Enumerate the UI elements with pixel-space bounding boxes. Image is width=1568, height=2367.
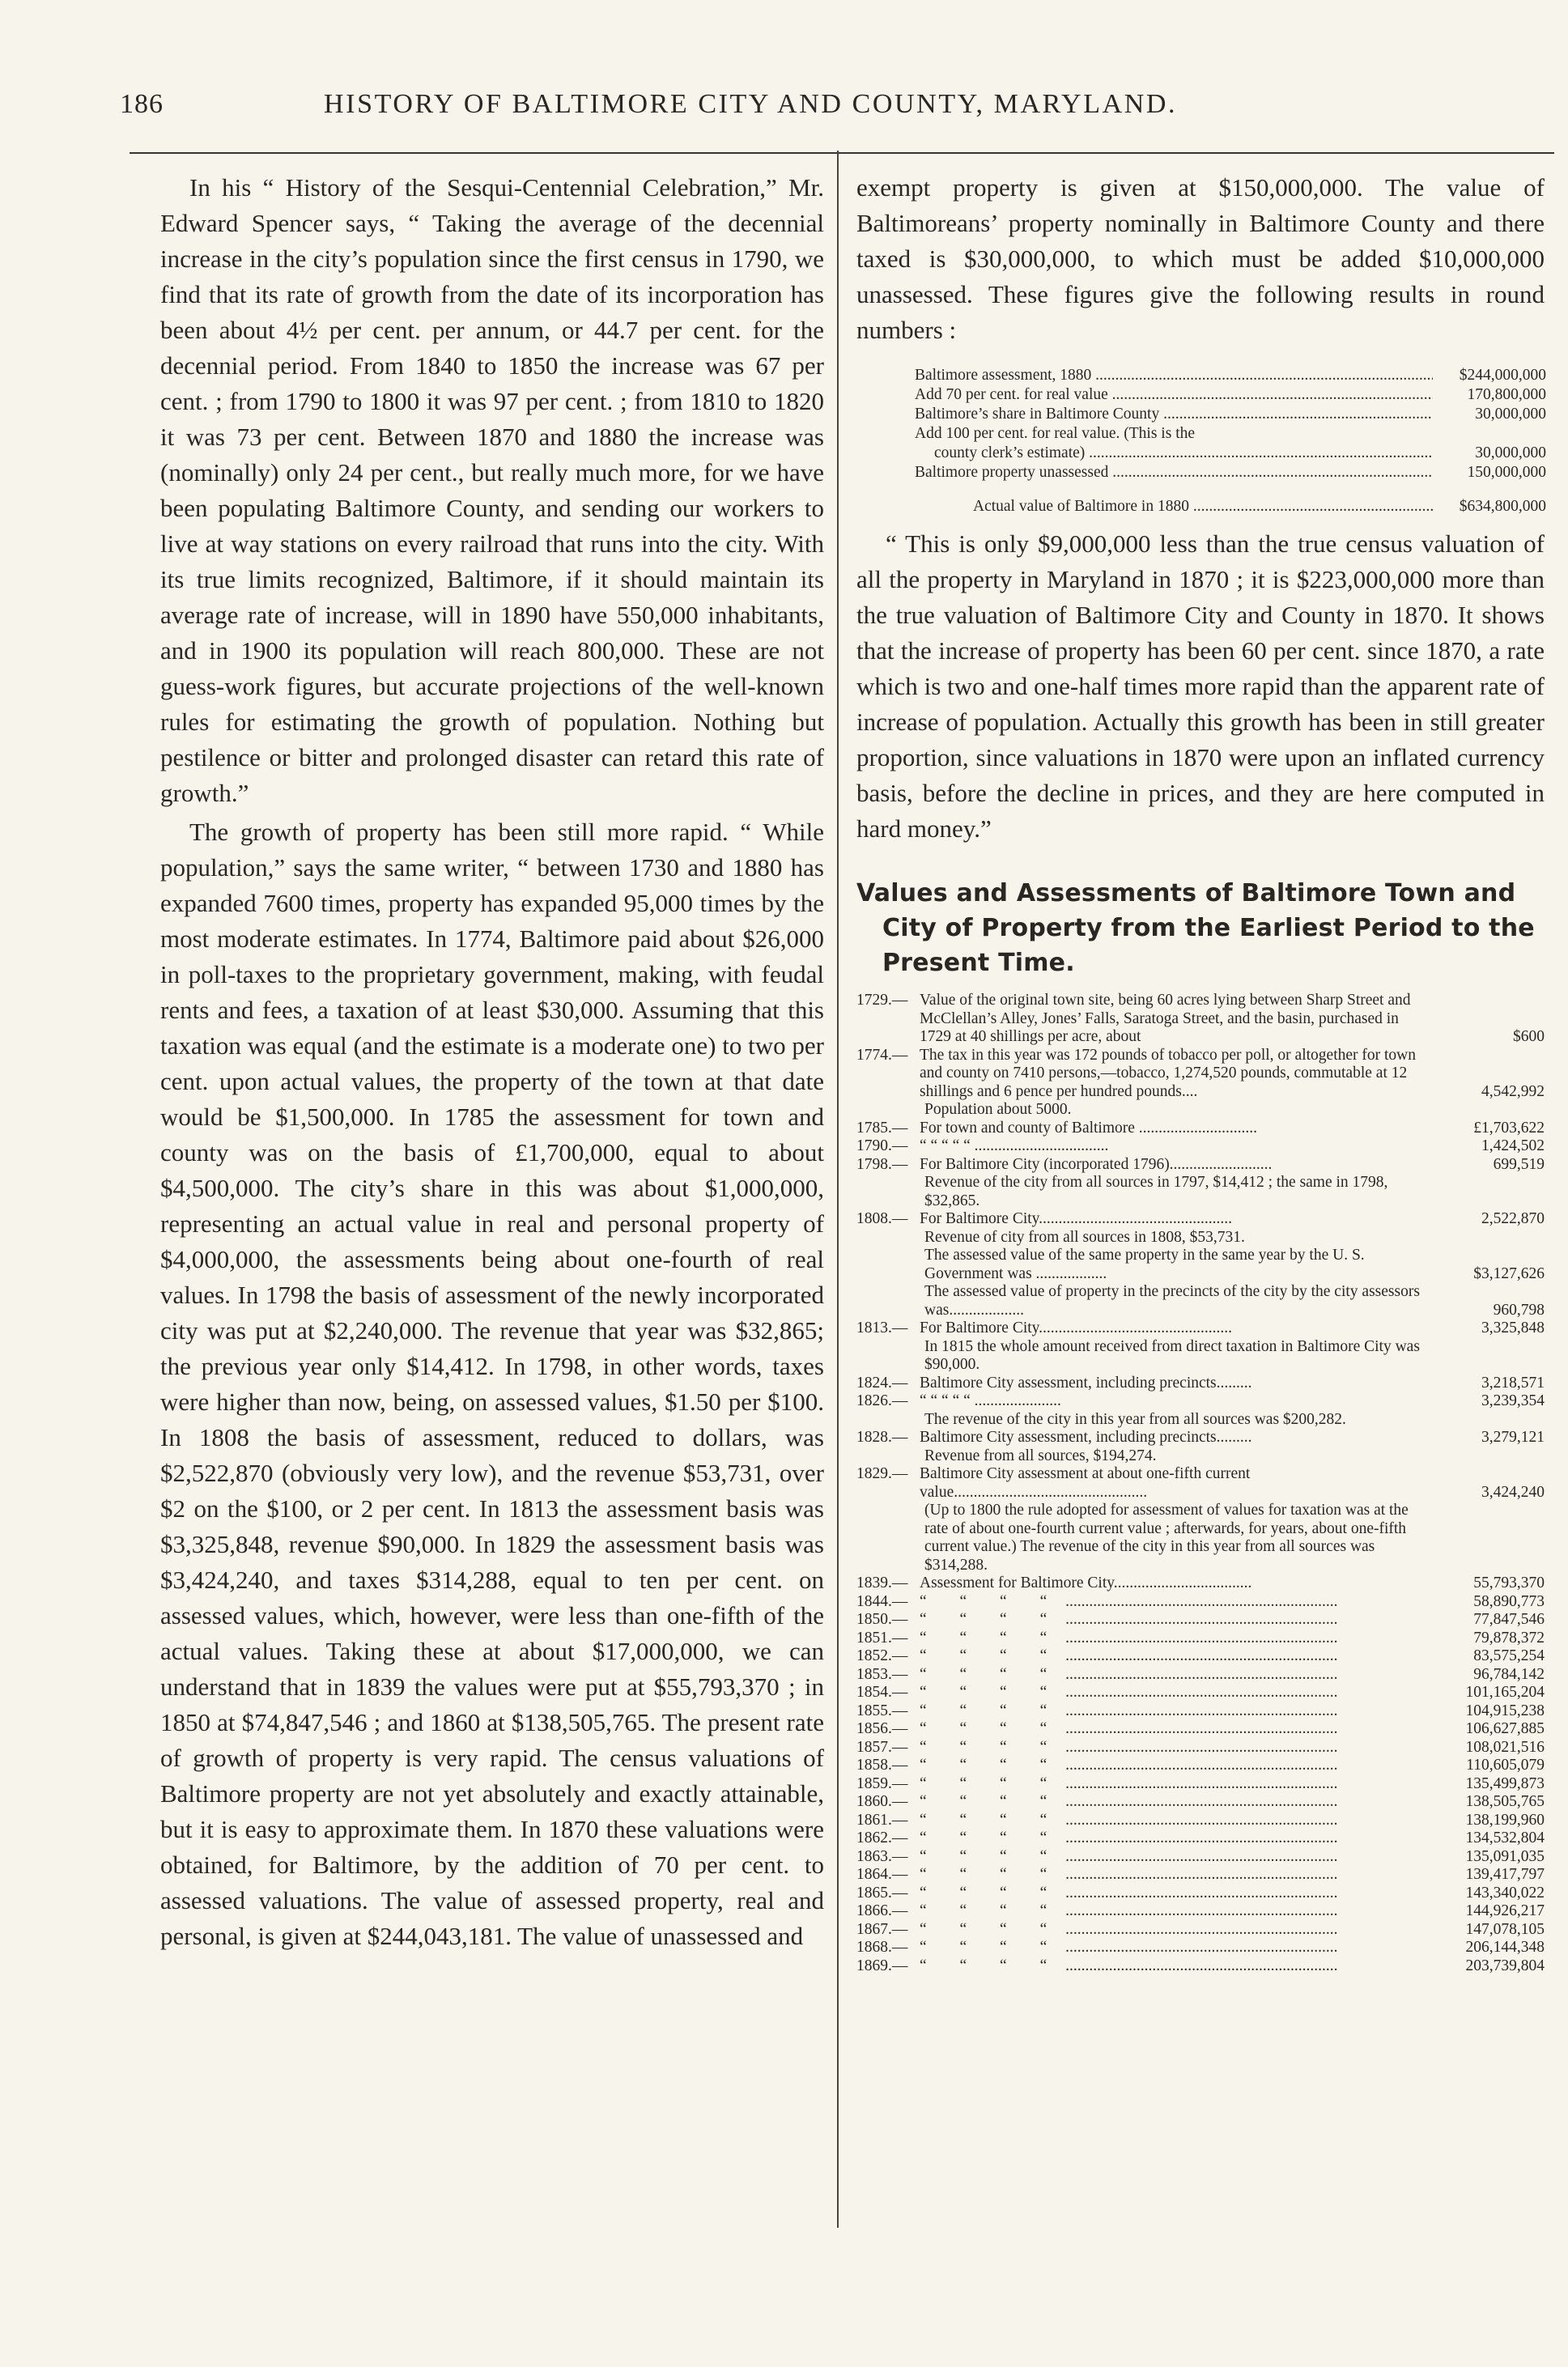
ledger-amount: 4,542,992 (1481, 1082, 1545, 1100)
ledger-row (856, 1812, 1545, 1830)
paragraph-exempt-property: exempt property is given at $150,000,000. The value of Baltimoreans’ property nominally in Baltimore County and there taxed is $30,000,000, to which must be added $10,000,000 unassessed. These figures give the following results in round numbers : (856, 173, 1545, 344)
ledger-year: 1844.— (856, 1592, 908, 1610)
ledger-row (856, 1611, 1545, 1630)
ledger-amount: 699,519 (1493, 1155, 1545, 1173)
ledger-row (856, 1647, 1545, 1666)
ledger-description: Population about 5000. (924, 1101, 1072, 1118)
ledger-year: 1863.— (856, 1847, 908, 1865)
ledger-row (856, 1739, 1545, 1757)
ledger-row (856, 1319, 1545, 1338)
section-heading (856, 876, 1545, 980)
ledger-year: 1785.— (856, 1119, 908, 1137)
ledger-row (856, 1137, 1545, 1156)
ditto-marks: “ “ “ “ ..... (920, 1684, 1423, 1702)
ledger-row (856, 1775, 1545, 1794)
ledger-row (856, 1465, 1545, 1502)
section-heading-line: City of Property from the Earliest Period to the (882, 914, 1535, 942)
header-rule (130, 152, 1554, 154)
ledger-amount: 3,279,121 (1481, 1429, 1545, 1446)
ledger-year: 1855.— (856, 1702, 908, 1719)
ledger-row (856, 1684, 1545, 1702)
ditto-marks: “ “ “ “ ..... (920, 1829, 1423, 1848)
ledger-year: 1774.— (856, 1046, 908, 1064)
summary-label: Baltimore assessment, 1880 ..... (915, 366, 1433, 385)
ledger-row (856, 1921, 1545, 1940)
ledger-row (856, 1101, 1545, 1120)
ledger-amount: 110,605,079 (1466, 1757, 1545, 1774)
ledger-year: 1813.— (856, 1319, 908, 1336)
summary-total-amount: $634,800,000 (1459, 498, 1546, 515)
ledger-amount: £1,703,622 (1473, 1119, 1545, 1137)
ledger-amount: 96,784,142 (1473, 1665, 1545, 1683)
page-header (120, 89, 1568, 138)
ledger-year: 1866.— (856, 1902, 908, 1919)
ditto-marks: “ “ “ “ ..... (920, 1647, 1423, 1666)
ledger-description: For Baltimore City................................................. (920, 1210, 1233, 1227)
ledger-row (856, 1902, 1545, 1921)
ledger-amount: 3,424,240 (1481, 1483, 1545, 1501)
ledger-year: 1858.— (856, 1757, 908, 1774)
ledger-amount: 203,739,804 (1465, 1957, 1545, 1974)
ledger-amount: 55,793,370 (1473, 1574, 1545, 1591)
ledger-description: Baltimore City assessment, including precincts......... (920, 1374, 1252, 1392)
ledger-year: 1839.— (856, 1574, 908, 1591)
ledger-row (856, 1866, 1545, 1885)
ledger-row (856, 1247, 1545, 1283)
ledger-description: “ “ “ “ “ .................................. (920, 1137, 1109, 1154)
ledger-year: 1861.— (856, 1811, 908, 1829)
ledger-amount: $3,127,626 (1473, 1264, 1545, 1282)
ledger-amount: 108,021,516 (1465, 1738, 1545, 1756)
ditto-marks: “ “ “ “ ..... (920, 1866, 1423, 1885)
ditto-marks: “ “ “ “ ..... (920, 1921, 1423, 1940)
ledger-amount: $600 (1513, 1028, 1545, 1045)
ledger-amount: 135,091,035 (1465, 1847, 1545, 1865)
ledger-amount: 139,417,797 (1465, 1866, 1545, 1883)
summary-amount: 150,000,000 (1467, 464, 1546, 481)
summary-amount: $244,000,000 (1459, 367, 1546, 384)
ditto-marks: “ “ “ “ ..... (920, 1593, 1423, 1612)
ledger-year: 1851.— (856, 1629, 908, 1647)
summary-amount: 170,800,000 (1467, 386, 1546, 403)
ledger-amount: 206,144,348 (1465, 1939, 1545, 1956)
ledger-amount: 138,199,960 (1465, 1811, 1545, 1829)
ledger-row (856, 1702, 1545, 1721)
summary-row (915, 366, 1546, 385)
summary-row (915, 385, 1546, 405)
ledger-year: 1798.— (856, 1155, 908, 1173)
paragraph-census-valuation: “ This is only $9,000,000 less than the true census valuation of all the property in Maryland in 1870 ; it is $223,000,000 more than the true valuation of Baltimore City and County in 1870. It shows that the increase of property has been 60 per cent. since 1870, a rate which is two and one-half times more rapid than the apparent rate of increase of population. Actually this growth has been in still greater proportion, since valuations in 1870 were upon an inflated currency basis, before the decline in prices, and they are here computed in hard money.” (856, 529, 1545, 843)
summary-row (915, 424, 1546, 444)
ledger-year: 1854.— (856, 1684, 908, 1701)
ledger-description: For town and county of Baltimore .............................. (920, 1119, 1258, 1137)
ledger-year: 1790.— (856, 1137, 908, 1154)
ledger-amount: 147,078,105 (1465, 1920, 1545, 1938)
ledger-description: “ “ “ “ “ ...................... (920, 1392, 1061, 1409)
ledger-row (856, 1392, 1545, 1411)
ledger-amount: 960,798 (1493, 1301, 1545, 1319)
ledger-row (856, 1338, 1545, 1375)
summary-row (915, 463, 1546, 482)
summary-label: Baltimore property unassessed ..... (915, 463, 1433, 482)
ledger-amount: 3,325,848 (1481, 1319, 1545, 1336)
ledger-year: 1828.— (856, 1429, 908, 1446)
summary-label: Add 70 per cent. for real value ..... (915, 385, 1433, 405)
ledger-row (856, 1848, 1545, 1867)
ledger-amount: 83,575,254 (1473, 1647, 1545, 1664)
ditto-marks: “ “ “ “ ..... (920, 1902, 1423, 1921)
ledger-row (856, 1120, 1545, 1138)
ledger-description: The revenue of the city in this year from all sources was $200,282. (924, 1410, 1346, 1428)
ditto-marks: “ “ “ “ ..... (920, 1757, 1423, 1775)
ledger-row (856, 1047, 1545, 1102)
ledger-year: 1857.— (856, 1738, 908, 1756)
section-heading-line: Present Time. (882, 949, 1075, 977)
ledger-row (856, 1174, 1545, 1210)
ledger-year: 1860.— (856, 1793, 908, 1810)
summary-row (915, 444, 1546, 463)
ledger-description: Revenue of the city from all sources in 1797, $14,412 ; the same in 1798, $32,865. (924, 1174, 1388, 1209)
assessment-ledger (856, 992, 1545, 1975)
ledger-description: For Baltimore City................................................. (920, 1319, 1233, 1336)
page-number: 186 (120, 89, 164, 119)
ledger-year: 1826.— (856, 1392, 908, 1409)
ledger-year: 1868.— (856, 1939, 908, 1956)
ledger-row (856, 1885, 1545, 1903)
ledger-description: Baltimore City assessment at about one-fifth current value................................................. (920, 1465, 1251, 1501)
ledger-row (856, 992, 1545, 1047)
ledger-row (856, 1429, 1545, 1447)
ledger-description: The tax in this year was 172 pounds of tobacco per poll, or altogether for town and county on 7410 persons,—tobacco, 1,274,520 pounds, commutable at 12 shillings and 6 pence per hundred pounds.... (920, 1046, 1417, 1100)
ledger-row (856, 1829, 1545, 1848)
ledger-row (856, 1502, 1545, 1574)
ledger-description: Value of the original town site, being 60 acres lying between Sharp Street and McClellan’s Alley, Jones’ Falls, Saratoga Street, and the basin, purchased in 1729 at 40 shillings per acre, about (920, 992, 1411, 1045)
ledger-description: In 1815 the whole amount received from direct taxation in Baltimore City was $90,000. (924, 1337, 1420, 1373)
ledger-row (856, 1210, 1545, 1229)
ledger-row (856, 1156, 1545, 1175)
ledger-description: For Baltimore City (incorporated 1796).......................... (920, 1155, 1273, 1173)
ledger-row (856, 1666, 1545, 1685)
section-heading-line: Values and Assessments of Baltimore Town and (856, 879, 1516, 907)
ledger-amount: 1,424,502 (1481, 1137, 1545, 1154)
ledger-year: 1808.— (856, 1210, 908, 1227)
ledger-row (856, 1939, 1545, 1957)
ledger-description: Baltimore City assessment, including precincts......... (920, 1429, 1252, 1446)
ledger-amount: 143,340,022 (1465, 1884, 1545, 1902)
ledger-row (856, 1283, 1545, 1319)
ditto-marks: “ “ “ “ ..... (920, 1848, 1423, 1867)
ledger-description: The assessed value of the same property in the same year by the U. S. Government was .................. (924, 1247, 1365, 1282)
ledger-amount: 101,165,204 (1465, 1684, 1545, 1701)
running-title: HISTORY OF BALTIMORE CITY AND COUNTY, MARYLAND. (324, 89, 1178, 119)
ledger-year: 1856.— (856, 1720, 908, 1737)
ditto-marks: “ “ “ “ ..... (920, 1666, 1423, 1685)
left-column (160, 170, 824, 1957)
ditto-marks: “ “ “ “ ..... (920, 1793, 1423, 1812)
ledger-year: 1853.— (856, 1665, 908, 1683)
ledger-amount: 135,499,873 (1465, 1774, 1545, 1792)
ledger-amount: 58,890,773 (1473, 1592, 1545, 1610)
ledger-year: 1824.— (856, 1374, 908, 1392)
ledger-year: 1862.— (856, 1829, 908, 1846)
ledger-row (856, 1793, 1545, 1812)
right-column (856, 170, 1545, 1975)
ditto-marks: “ “ “ “ ..... (920, 1739, 1423, 1757)
ditto-marks: “ “ “ “ ..... (920, 1775, 1423, 1794)
ledger-row (856, 1375, 1545, 1393)
summary-table (915, 366, 1546, 516)
summary-row (915, 405, 1546, 424)
ledger-row (856, 1593, 1545, 1612)
ledger-year: 1867.— (856, 1920, 908, 1938)
ledger-year: 1864.— (856, 1866, 908, 1883)
ledger-row (856, 1757, 1545, 1775)
ledger-description: Revenue from all sources, $194,274. (924, 1447, 1157, 1464)
ledger-year: 1865.— (856, 1884, 908, 1902)
column-divider (837, 151, 839, 2228)
summary-amount: 30,000,000 (1475, 444, 1546, 461)
ditto-marks: “ “ “ “ ..... (920, 1939, 1423, 1957)
paragraph-property-growth: The growth of property has been still more rapid. “ While population,” says the same writer, “ between 1730 and 1880 has expanded 7600 times, property has expanded 95,000 times by the most moderate estimates. In 1774, Baltimore paid about $26,000 in poll-taxes to the proprietary government, making, with feudal rents and fees, a taxation of at least $30,000. Assuming that this taxation was equal (and the estimate is a moderate one) to two per cent. upon actual values, the property of the town at that date would be $1,500,000. In 1785 the assessment for town and county was on the basis of £1,700,000, equal to about $4,500,000. The city’s share in this was about $1,000,000, representing an actual value in real and personal property of $4,000,000, the assessments being about one-fourth of real values. In 1798 the basis of assessment of the newly incorporated city was put at $2,240,000. The revenue that year was $32,865; the previous year only $14,412. In 1798, in other words, taxes were higher than now, being, on assessed values, $1.50 per $100. In 1808 the basis of assessment, reduced to dollars, was $2,522,870 (obviously very low), and the revenue $53,731, over $2 on the $100, or 2 per cent. In 1813 the assessment basis was $3,325,848, revenue $90,000. In 1829 the assessment basis was $3,424,240, and taxes $314,288, equal to ten per cent. on assessed values, which, however, were less than one-fifth of the actual values. Taking these at about $17,000,000, we can understand that in 1839 the values were put at $55,793,370 ; in 1850 at $74,847,546 ; and 1860 at $138,505,765. The present rate of growth of property is very rapid. The census valuations of Baltimore property are not yet absolutely and exactly attainable, but it is easy to approximate them. In 1870 these valuations were obtained, for Baltimore, by the addition of 70 per cent. to assessed valuations. The value of assessed property, real and personal, is given at $244,043,181. The value of unassessed and (160, 818, 824, 1950)
summary-total-label: Actual value of Baltimore in 1880 ..... (973, 497, 1433, 516)
ditto-marks: “ “ “ “ ..... (920, 1957, 1423, 1976)
ditto-marks: “ “ “ “ ..... (920, 1702, 1423, 1721)
ledger-description: Revenue of city from all sources in 1808, $53,731. (924, 1228, 1245, 1246)
ledger-year: 1829.— (856, 1465, 908, 1482)
ledger-amount: 77,847,546 (1473, 1611, 1545, 1628)
paragraph-sesqui-centennial: In his “ History of the Sesqui-Centennial Celebration,” Mr. Edward Spencer says, “ Taking the average of the decennial increase in the city’s population since the first census in 1790, we find that its rate of growth from the date of its incorporation has been about 4½ per cent. per annum, or 44.7 per cent. for the decennial period. From 1840 to 1850 the increase was 67 per cent. ; from 1790 to 1800 it was 97 per cent. ; from 1810 to 1820 it was 73 per cent. Between 1870 and 1880 the increase was (nominally) only 24 per cent., but really much more, for we have been populating Baltimore County, and sending our workers to live at way stations on every railroad that runs into the city. With its true limits recognized, Baltimore, if it should maintain its average rate of increase, will in 1890 have 550,000 inhabitants, and in 1900 its population will reach 800,000. These are not guess-work figures, but accurate projections of the well-known rules for estimating the growth of population. Nothing but pestilence or bitter and prolonged disaster can retard this rate of growth.” (160, 173, 824, 807)
ledger-description: The assessed value of property in the precincts of the city by the city assessors was................... (924, 1283, 1420, 1319)
ledger-amount: 3,239,354 (1481, 1392, 1545, 1409)
ledger-amount: 3,218,571 (1481, 1374, 1545, 1392)
summary-label: Baltimore’s share in Baltimore County ..... (915, 405, 1433, 424)
ledger-amount: 106,627,885 (1465, 1720, 1545, 1737)
ditto-marks: “ “ “ “ ..... (920, 1812, 1423, 1830)
ditto-marks: “ “ “ “ ..... (920, 1885, 1423, 1903)
ledger-row (856, 1720, 1545, 1739)
ditto-marks: “ “ “ “ ..... (920, 1720, 1423, 1739)
ledger-year: 1850.— (856, 1611, 908, 1628)
ledger-amount: 134,532,804 (1465, 1829, 1545, 1846)
ledger-amount: 138,505,765 (1465, 1793, 1545, 1810)
ledger-description: (Up to 1800 the rule adopted for assessment of values for taxation was at the rate of about one-fourth current value ; afterwards, for years, about one-fifth current value.) The revenue of the city in this year from all sources was $314,288. (924, 1502, 1409, 1574)
ditto-marks: “ “ “ “ ..... (920, 1630, 1423, 1648)
ledger-description: Assessment for Baltimore City................................... (920, 1574, 1252, 1591)
ledger-amount: 2,522,870 (1481, 1210, 1545, 1227)
ledger-year: 1859.— (856, 1774, 908, 1792)
ledger-row (856, 1411, 1545, 1430)
ledger-year: 1852.— (856, 1647, 908, 1664)
ledger-year: 1869.— (856, 1957, 908, 1974)
ledger-amount: 79,878,372 (1473, 1629, 1545, 1647)
ledger-row (856, 1957, 1545, 1976)
ledger-row (856, 1229, 1545, 1247)
ledger-row (856, 1630, 1545, 1648)
summary-amount: 30,000,000 (1475, 406, 1546, 423)
summary-label: Add 100 per cent. for real value. (This is the (915, 425, 1196, 442)
summary-label: county clerk’s estimate) ..... (915, 444, 1433, 463)
ledger-amount: 144,926,217 (1465, 1902, 1545, 1919)
ditto-marks: “ “ “ “ ..... (920, 1611, 1423, 1630)
ledger-year: 1729.— (856, 992, 908, 1009)
ledger-row (856, 1447, 1545, 1466)
summary-total-row (915, 497, 1546, 516)
ledger-amount: 104,915,238 (1465, 1702, 1545, 1719)
ledger-row (856, 1574, 1545, 1593)
